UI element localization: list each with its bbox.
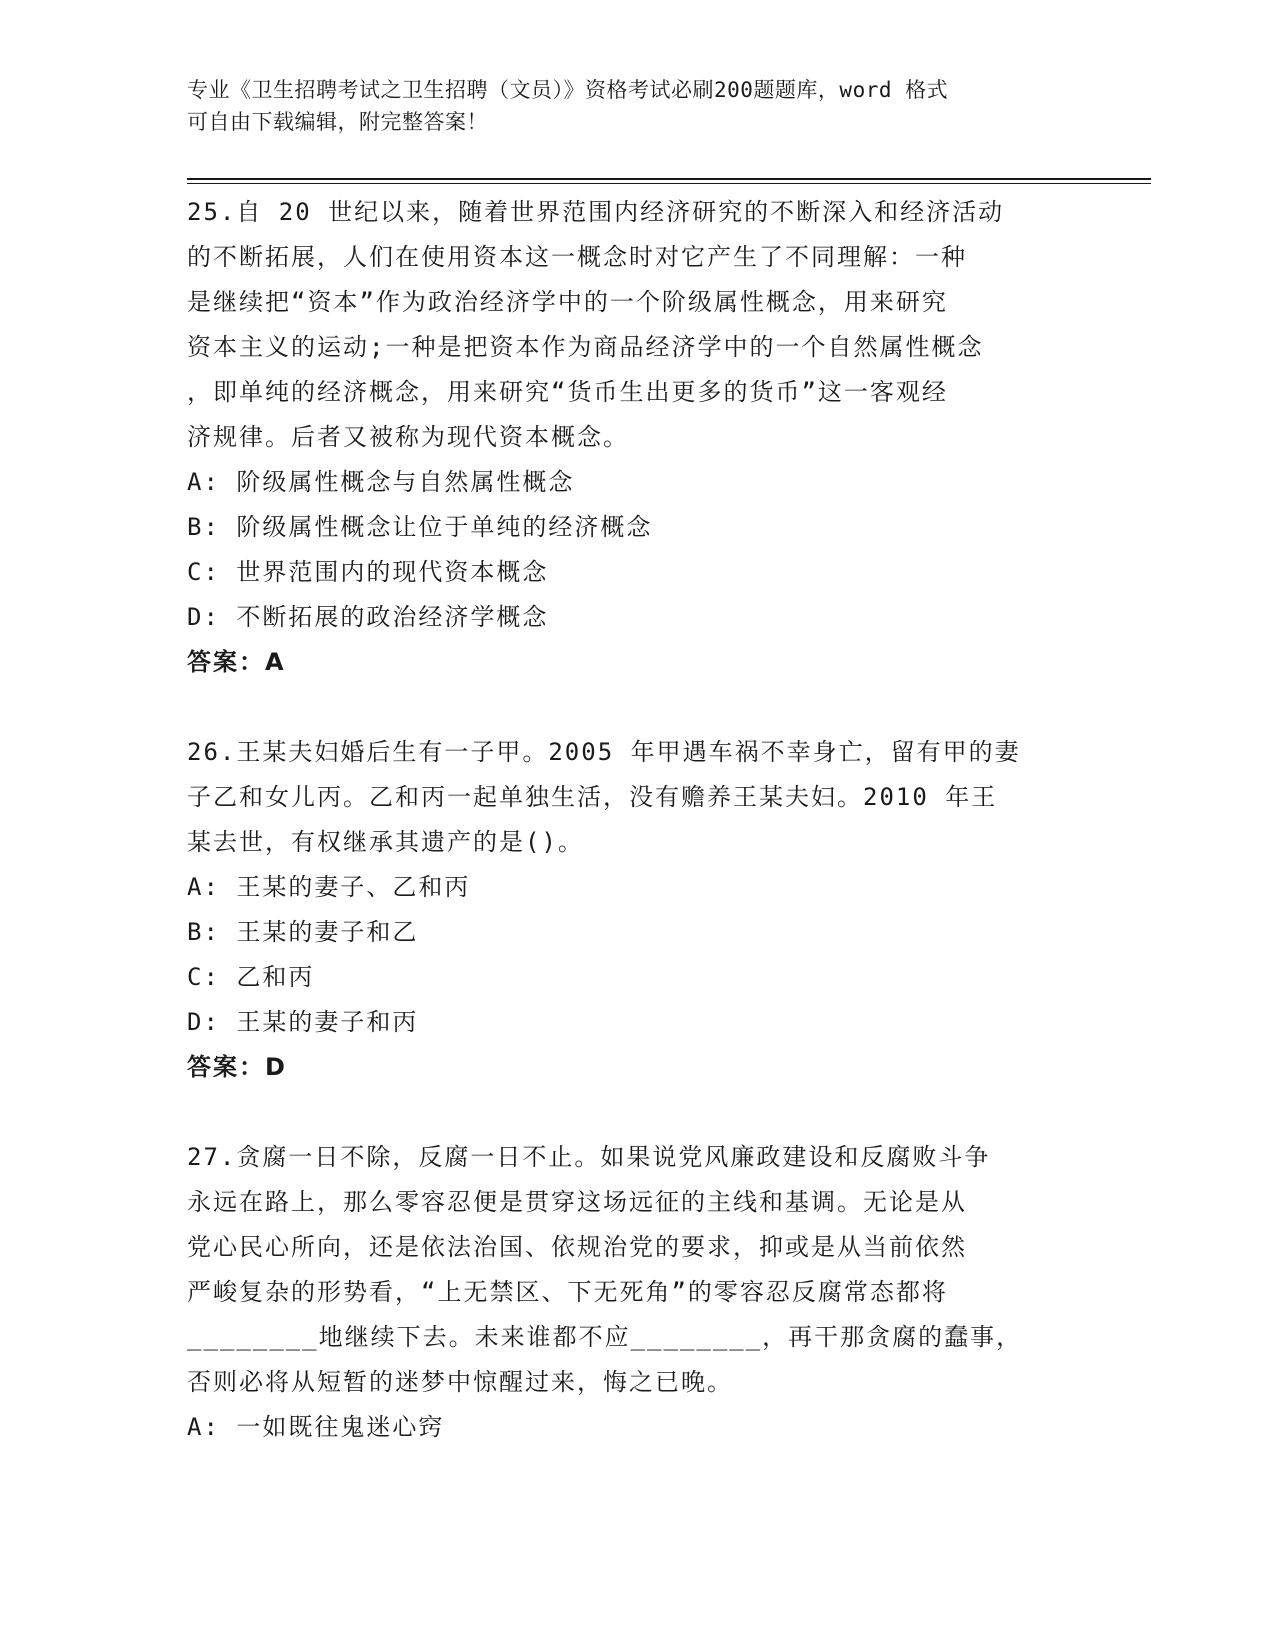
- question-text-line: 严峻复杂的形势看，“上无禁区、下无死角”的零容忍反腐常态都将: [187, 1278, 948, 1306]
- option-c: C: 乙和丙: [187, 963, 315, 991]
- question-text-line: 是继续把“资本”作为政治经济学中的一个阶级属性概念，用来研究: [187, 288, 948, 316]
- question-text-line: ________地继续下去。未来谁都不应________，再干那贪腐的蠢事，: [187, 1323, 1023, 1351]
- spacer: [187, 1090, 1087, 1135]
- question-text-line: 党心民心所向，还是依法治国、依规治党的要求，抑或是从当前依然: [187, 1233, 967, 1261]
- option-b: B: 王某的妻子和乙: [187, 918, 419, 946]
- question-text-line: 资本主义的运动;一种是把资本作为商品经济学中的一个自然属性概念: [187, 333, 984, 361]
- question-text-line: 26.王某夫妇婚后生有一子甲。2005 年甲遇车祸不幸身亡，留有甲的妻: [187, 738, 1021, 766]
- question-text-line: 否则必将从短暂的迷梦中惊醒过来，悔之已晚。: [187, 1368, 733, 1396]
- spacer: [187, 685, 1087, 730]
- question-text-line: ，即单纯的经济概念，用来研究“货币生出更多的货币”这一客观经: [187, 378, 948, 406]
- option-a: A: 王某的妻子、乙和丙: [187, 873, 471, 901]
- header-line-2: 可自由下载编辑，附完整答案！: [187, 110, 488, 134]
- question-list: [187, 190, 1087, 1450]
- question-text-line: 子乙和女儿丙。乙和丙一起单独生活，没有赡养王某夫妇。2010 年王: [187, 783, 998, 811]
- header-divider-thin: [187, 183, 1151, 184]
- question-text-line: 济规律。后者又被称为现代资本概念。: [187, 423, 629, 451]
- document-header: [187, 74, 1087, 138]
- question-text-line: 某去世，有权继承其遗产的是()。: [187, 828, 584, 856]
- answer-label: 答案：D: [187, 1053, 287, 1081]
- header-line-1: 专业《卫生招聘考试之卫生招聘（文员）》资格考试必刷200题题库，word 格式: [187, 78, 949, 102]
- option-a: A: 一如既往鬼迷心窍: [187, 1413, 445, 1441]
- header-divider-thick: [187, 178, 1151, 180]
- question-25: [187, 190, 1087, 685]
- question-text-line: 的不断拓展，人们在使用资本这一概念时对它产生了不同理解：一种: [187, 243, 967, 271]
- option-c: C: 世界范围内的现代资本概念: [187, 558, 549, 586]
- question-text-line: 永远在路上，那么零容忍便是贯穿这场远征的主线和基调。无论是从: [187, 1188, 967, 1216]
- question-26: [187, 730, 1087, 1090]
- question-text-line: 27.贪腐一日不除，反腐一日不止。如果说党风廉政建设和反腐败斗争: [187, 1143, 991, 1171]
- question-27: [187, 1135, 1087, 1450]
- option-b: B: 阶级属性概念让位于单纯的经济概念: [187, 513, 653, 541]
- option-a: A: 阶级属性概念与自然属性概念: [187, 468, 575, 496]
- answer-label: 答案：A: [187, 648, 286, 676]
- question-text-line: 25.自 20 世纪以来，随着世界范围内经济研究的不断深入和经济活动: [187, 198, 1005, 226]
- option-d: D: 不断拓展的政治经济学概念: [187, 603, 549, 631]
- option-d: D: 王某的妻子和丙: [187, 1008, 419, 1036]
